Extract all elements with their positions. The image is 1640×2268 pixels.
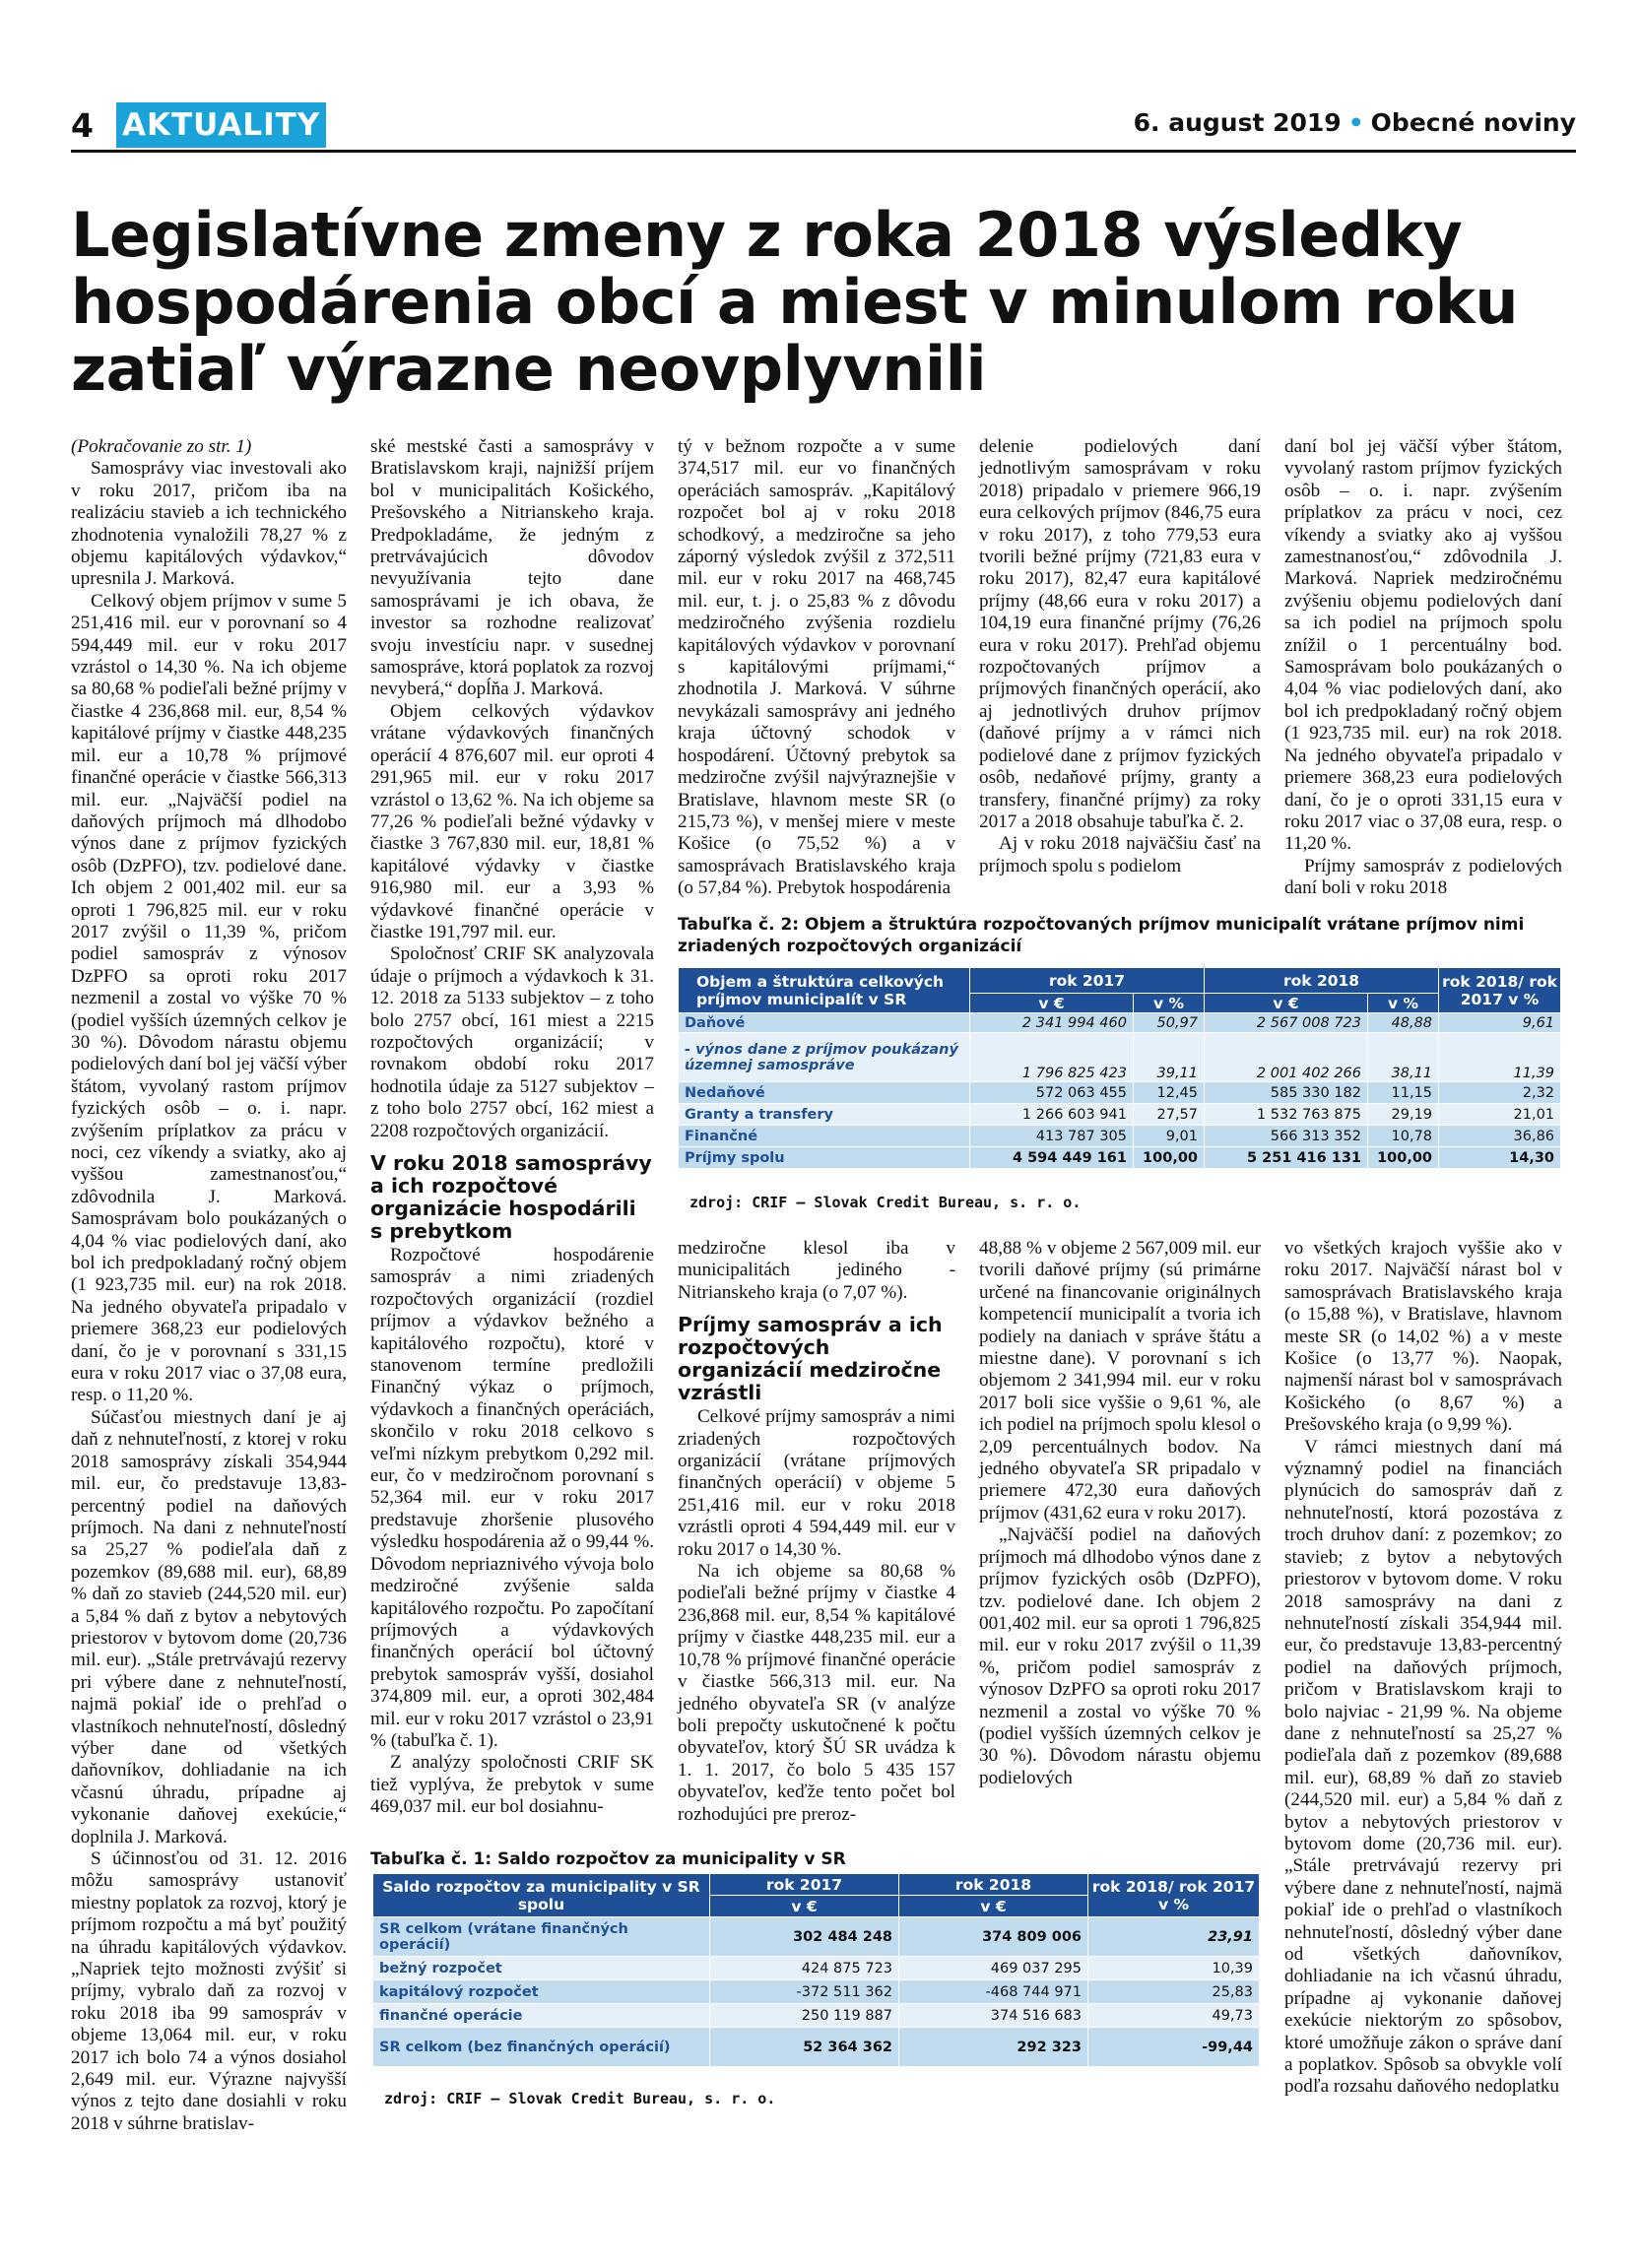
cell: 292 323 — [899, 2028, 1088, 2067]
subheading: Príjmy samospráv a ich rozpočtových organizácií medziročne vzrástli — [678, 1313, 943, 1405]
table-head-label: Objem a štruktúra celkových príjmov municipalít v SR — [679, 968, 970, 1013]
row-label: Finančné — [679, 1126, 970, 1147]
cell: 413 787 305 — [970, 1126, 1134, 1147]
paragraph: Príjmy samospráv z podielových daní boli v roku 2018 — [1284, 855, 1562, 899]
paragraph: 48,88 % v objeme 2 567,009 mil. eur tvorili daňové príjmy (sú primárne určené na financovanie originálnych kompetencií municipalít a tvoria ich podiely na daniach v správe štátu a miestne dane). V porovnaní s ich objemom 2 341,994 mil. eur v roku 2017 boli sice vyššie o 9,61 %, ale ich podiel na príjmoch spolu klesol o 2,09 percentuálnych bodov. Na jedného obyvateľa SR pripadalo v priemere 472,30 eura daňových príjmov (431,62 eura v roku 2017). — [979, 1238, 1261, 1523]
cell: 39,11 — [1134, 1033, 1205, 1082]
cell: 585 330 182 — [1205, 1082, 1368, 1104]
table-row — [373, 1980, 1260, 2004]
cell: 21,01 — [1439, 1104, 1561, 1126]
page-header — [71, 102, 1576, 150]
cell: 10,78 — [1368, 1126, 1439, 1147]
cell: 49,73 — [1088, 2004, 1260, 2028]
cell: 50,97 — [1134, 1013, 1205, 1033]
cell: 11,15 — [1368, 1082, 1439, 1104]
paragraph: Súčasťou miestnych daní je aj daň z nehnuteľností, z ktorej v roku 2018 samosprávy získali 354,944 mil. eur, čo predstavuje 13,83-percentný podiel na daňových príjmoch. Na dani z nehnuteľností sa 25,27 % podieľala daň z pozemkov (89,688 mil. eur), 68,89 % daň zo stavieb (244,520 mil. eur) a 5,84 % daň z bytov a nebytových priestorov v bytovom dome (20,736 mil. eur). „Stále pretrvávajú rezervy pri výbere dane z nehnuteľností, najmä pokiaľ ide o prehľad o vlastníkoch nehnuteľností, dôsledný výber dane od všetkých daňovníkov, dohliadanie na ich včasnú úhradu, prípadne aj vykonanie daňovej exekúcie,“ doplnila J. Marková. — [71, 1406, 347, 1847]
paragraph: Z analýzy spoločnosti CRIF SK tiež vyplýva, že prebytok v sume 469,037 mil. eur bol dosiahnu- — [370, 1752, 654, 1818]
paragraph: Objem celkových výdavkov vrátane výdavkových finančných operácií 4 876,607 mil. eur oproti 4 291,965 mil. eur v roku 2017 vzrástol o 13,62 %. Na ich objeme sa 77,26 % podieľali bežné výdavky v čiastke 3 767,830 mil. eur, 18,81 % kapitálové výdavky v čiastke 916,980 mil. eur a 3,93 % výdavkové finančné operácie v čiastke 191,797 mil. eur. — [370, 700, 654, 942]
cell: 36,86 — [1439, 1126, 1561, 1147]
paragraph: S účinnosťou od 31. 12. 2016 môžu samosprávy ustanoviť miestny poplatok za rozvoj, ktorý je príjmom rozpočtu a má byť použitý na úhradu kapitálových výdavkov. „Napriek tejto možnosti zvýšiť si príjmy, vybralo daň za rozvoj v roku 2018 iba 99 samospráv v objeme 13,064 mil. eur, v roku 2017 ich bolo 74 a výnos dosiahol 2,649 mil. eur. Výrazne najvyšší výnos z tejto dane dosiahli v roku 2018 v súhrne bratislav- — [71, 1848, 347, 2134]
cell: 27,57 — [1134, 1104, 1205, 1126]
table-row — [679, 1126, 1561, 1147]
paragraph: Samosprávy viac investovali ako v roku 2017, pričom iba na realizáciu stavieb a ich technického zhodnotenia vynaložili 78,27 % z objemu kapitálových výdavkov,“ upresnila J. Marková. — [71, 458, 347, 590]
paragraph: Na ich objeme sa 80,68 % podieľali bežné príjmy v čiastke 4 236,868 mil. eur, 8,54 % kapitálové príjmy v čiastke 448,235 mil. eur a 10,78 % príjmové finančné operácie v čiastke 566,313 mil. eur. Na jedného obyvateľa SR (v analýze boli prepočty uskutočnené k počtu obyvateľov, ktorý ŠÚ SR uvádza k 1. 1. 2017, čo bolo 5 435 157 obyvateľov, keďže tento počet bol rozhodujúci pre preroz- — [678, 1561, 955, 1825]
cell: 9,01 — [1134, 1126, 1205, 1147]
article-column-4-lower — [979, 1238, 1261, 1789]
article-column-1 — [71, 436, 347, 2135]
cell: 14,30 — [1439, 1147, 1561, 1169]
paragraph: medziročne klesol iba v municipalitách jediného - Nitrianskeho kraja (o 7,07 %). — [678, 1238, 955, 1303]
article-column-4 — [979, 436, 1261, 877]
cell: 469 037 295 — [899, 1957, 1088, 1980]
cell: 100,00 — [1134, 1147, 1205, 1169]
cell: 2 001 402 266 — [1205, 1033, 1368, 1082]
table-row — [679, 1033, 1561, 1082]
cell: 11,39 — [1439, 1033, 1561, 1082]
table-head-unit: v € — [1205, 994, 1368, 1013]
page-number: 4 — [71, 106, 94, 145]
cell: 10,39 — [1088, 1957, 1260, 1980]
cell: 52 364 362 — [710, 2028, 899, 2067]
table-row — [373, 2004, 1260, 2028]
cell: -468 744 971 — [899, 1980, 1088, 2004]
continuation-note: (Pokračovanie zo str. 1) — [71, 436, 252, 457]
article-column-5 — [1284, 436, 1562, 900]
paragraph: tý v bežnom rozpočte a v sume 374,517 mil. eur vo finančných operáciách samospráv. „Kapitálový rozpočet bol aj v roku 2018 schodkový, a medziročne sa jeho záporný výsledok zvýšil z 372,511 mil. eur v roku 2017 na 468,745 mil. eur, t. j. o 25,83 % z dôvodu medziročného zvýšenia rozdielu kapitálových výdavkov v porovnaní s kapitálovými príjmami,“ zhodnotila J. Marková. V súhrne nevykázali samosprávy ani jedného kraja účtovný schodok v hospodárení. Účtovný prebytok sa medziročne zvýšil najvýraznejšie v Bratislave, hlavnom meste SR (o 215,73 %), v menšej miere v meste Košice (o 75,52 %) a v samosprávach Bratislavského kraja (o 57,84 %). Prebytok hospodárenia — [678, 436, 955, 899]
table-head-year: rok 2018 — [1205, 968, 1439, 994]
table-total-row — [679, 1147, 1561, 1169]
paragraph: Spoločnosť CRIF SK analyzovala údaje o príjmoch a výdavkoch k 31. 12. 2018 za 5133 subjektov – z toho bolo 2757 obcí, 161 miest a 2215 rozpočtových organizácií; v rovnakom období roku 2017 hodnotila údaje za 5127 subjektov – z toho bolo 2757 obcí, 162 miest a 2208 rozpočtových organizácií. — [370, 943, 654, 1141]
issue-info — [1134, 108, 1576, 137]
table-head-unit: v € — [970, 994, 1134, 1013]
table-head-change: rok 2018/ rok 2017 v % — [1088, 1874, 1260, 1917]
cell: 29,19 — [1368, 1104, 1439, 1126]
table-row — [373, 2028, 1260, 2067]
paragraph: „Najväčší podiel na daňových príjmoch má dlhodobo výnos dane z príjmov fyzických osôb (DzPFO), tzv. podielové dane. Ich objem 2 001,402 mil. eur sa oproti 1 796,825 mil. eur v roku 2017 zvýšil o 11,39 %, pričom podiel samospráv z výnosov DzPFO sa oproti roku 2017 nezmenil a zostal vo výške 70 % (podiel vyšších územných celkov je 30 %). Dôvodom nárastu objemu podielových — [979, 1524, 1261, 1788]
article-column-2 — [370, 436, 654, 1819]
table-head-unit: v % — [1134, 994, 1205, 1013]
cell: 2 567 008 723 — [1205, 1013, 1368, 1033]
paragraph: ské mestské časti a samosprávy v Bratislavskom kraji, najnižší príjem bol v municipalitách Košického, Prešovského a Nitrianskeho kraja. Predpokladáme, že jedným z pretrvávajúcich dôvodov nevyužívania tejto dane samosprávami je ich obava, že investor sa rozhodne realizovať svoju investíciu napr. v susednej samospráve, ktorá poplatok za rozvoj nevyberá,“ dopĺňa J. Marková. — [370, 436, 654, 700]
article-column-5-lower — [1284, 1238, 1562, 2099]
table-row — [679, 1082, 1561, 1104]
cell: 23,91 — [1088, 1917, 1260, 1957]
cell: 2 341 994 460 — [970, 1013, 1134, 1033]
table-2-source: zdroj: CRIF – Slovak Credit Bureau, s. r. o. — [689, 1194, 1082, 1211]
paragraph: V rámci miestnych daní má významný podiel na financiách plynúcich do samospráv daň z nehnuteľností, ktorá pozostáva z troch druhov daní: z pozemkov; zo stavieb; z bytov a nebytových priestorov v bytovom dome. V roku 2018 samosprávy na dani z nehnuteľností získali 354,944 mil. eur, čo predstavuje 13,83-percentný podiel na daňových príjmoch, pričom v Bratislavskom kraji to bolo najviac - 21,99 %. Na objeme dane z nehnuteľností sa 25,27 % podieľala daň z pozemkov (89,688 mil. eur), 68,89 % daň zo stavieb (244,520 mil. eur) a 5,84 % daň z bytov a nebytových priestorov v bytovom dome (20,736 mil. eur). „Stále pretrvávajú rezervy pri výbere dane z nehnuteľností, najmä pokiaľ ide o prehľad o vlastníkoch nehnuteľností, dôsledný výber dane od všetkých daňovníkov, dohliadanie na ich včasnú úhradu, prípadne aj vykonanie daňovej exekúcie niektorým zo spôsobov, ktoré umožňuje zákon o správe daní a poplatkov. Spôsob sa obvykle volí podľa rozsahu daňového nedoplatku — [1284, 1436, 1562, 2098]
table-row — [679, 1013, 1561, 1033]
table-head-year: rok 2017 — [970, 968, 1205, 994]
row-label: Granty a transfery — [679, 1104, 970, 1126]
cell: 250 119 887 — [710, 2004, 899, 2028]
row-label: - výnos dane z príjmov poukázaný územnej samospráve — [679, 1033, 970, 1082]
row-label: finančné operácie — [373, 2004, 710, 2028]
cell: 566 313 352 — [1205, 1126, 1368, 1147]
table-2 — [678, 967, 1561, 1169]
table-row — [373, 1917, 1260, 1957]
paragraph: daní bol jej väčší výber štátom, vyvolaný rastom príjmov fyzických osôb – o. i. napr. zvýšením príplatkov za prácu v noci, cez víkendy a sviatky ako aj vyššou zamestnanosťou,“ zdôvodnila J. Marková. Napriek medziročnému zvýšeniu objemu podielových daní sa ich podiel na príjmoch spolu znížil o 1 percentuálny bod. Samosprávam bolo poukázaných o 4,04 % viac podielových daní, ako bol ich predpokladaný ročný objem (1 923,735 mil. eur) na rok 2018. Na jedného obyvateľa pripadalo v priemere 368,23 eura podielových daní, čo je o oproti 331,15 eura v roku 2017 viac o 37,08 eura, resp. o 11,20 %. — [1284, 436, 1562, 855]
paragraph: delenie podielových daní jednotlivým samosprávam v roku 2018) pripadalo v priemere 966,19 eura celkových príjmov (846,75 eura v roku 2017), z toho 779,53 eura tvorili bežné príjmy (721,83 eura v roku 2017), 82,47 eura kapitálové príjmy (48,66 eura v roku 2017) a 104,19 eura finančné príjmy (76,26 eura v roku 2017). Prehľad objemu rozpočtovaných príjmov a príjmových finančných operácií, ako aj jednotlivých druhov príjmov (daňové príjmy a v rámci nich podielové dane z príjmov fyzických osôb, nedaňové príjmy, granty a transfery, finančné príjmy) za roky 2017 a 2018 obsahuje tabuľka č. 2. — [979, 436, 1261, 832]
paragraph: Rozpočtové hospodárenie samospráv a nimi zriadených rozpočtových organizácií (rozdiel príjmov a výdavkov bežného a kapitálového rozpočtu), ktoré v stanovenom termíne predložili Finančný výkaz o príjmoch, výdavkoch a finančných operáciách, skončilo v roku 2018 celkovo s veľmi nízkym prebytkom 0,292 mil. eur, čo v medziročnom porovnaní s 52,364 mil. eur v roku 2017 predstavuje zhoršenie plusového výsledku hospodárenia až o 99,44 %. Dôvodom nepriaznivého vývoja bolo medziročné zvýšenie salda kapitálového rozpočtu. Po započítaní príjmových a výdavkových finančných operácií bol účtovný prebytok samospráv vyšší, dosiahol 374,809 mil. eur, a oproti 302,484 mil. eur v roku 2017 vzrástol o 23,91 % (tabuľka č. 1). — [370, 1245, 654, 1751]
article-headline: Legislatívne zmeny z roka 2018 výsledky hospodárenia obcí a miest v minulom roku zatiaľ výrazne neovplyvnili — [71, 199, 1518, 405]
row-label: SR celkom (vrátane finančných operácií) — [373, 1917, 710, 1957]
row-label: Príjmy spolu — [679, 1147, 970, 1169]
cell: 572 063 455 — [970, 1082, 1134, 1104]
paragraph: Celkové príjmy samospráv a nimi zriadených rozpočtových organizácií (vrátane príjmových finančných operácií) v objeme 5 251,416 mil. eur v roku 2018 vzrástli oproti 4 594,449 mil. eur v roku 2017 o 14,30 %. — [678, 1406, 955, 1560]
article-column-3-lower — [678, 1238, 955, 1826]
table-head-unit: v € — [710, 1896, 899, 1917]
table-1-caption: Tabuľka č. 1: Saldo rozpočtov za municipality v SR — [370, 1849, 846, 1869]
publication-name: Obecné noviny — [1370, 108, 1576, 137]
subheading: V roku 2018 samosprávy a ich rozpočtové organizácie hospodárili s prebytkom — [370, 1151, 652, 1243]
table-head-year: rok 2018 — [899, 1874, 1088, 1896]
cell: 1 532 763 875 — [1205, 1104, 1368, 1126]
cell: 1 266 603 941 — [970, 1104, 1134, 1126]
row-label: Nedaňové — [679, 1082, 970, 1104]
table-head-label: Saldo rozpočtov za municipality v SR spolu — [373, 1874, 710, 1917]
cell: 4 594 449 161 — [970, 1147, 1134, 1169]
table-head-year: rok 2017 — [710, 1874, 899, 1896]
issue-date: 6. august 2019 — [1133, 108, 1342, 137]
table-head-unit: v % — [1368, 994, 1439, 1013]
cell: 38,11 — [1368, 1033, 1439, 1082]
cell: -99,44 — [1088, 2028, 1260, 2067]
section-label: AKTUALITY — [116, 102, 326, 148]
row-label: kapitálový rozpočet — [373, 1980, 710, 2004]
header-rule — [71, 150, 1576, 153]
separator-dot: • — [1347, 108, 1364, 137]
table-2-caption: Tabuľka č. 2: Objem a štruktúra rozpočtovaných príjmov municipalít vrátane príjmov nimi zriadených rozpočtových organizácií — [678, 915, 1525, 956]
cell: 9,61 — [1439, 1013, 1561, 1033]
cell: 1 796 825 423 — [970, 1033, 1134, 1082]
article-column-3 — [678, 436, 955, 900]
paragraph: Aj v roku 2018 najväčšiu časť na príjmoch spolu s podielom — [979, 833, 1261, 876]
row-label: bežný rozpočet — [373, 1957, 710, 1980]
cell: 374 809 006 — [899, 1917, 1088, 1957]
cell: -372 511 362 — [710, 1980, 899, 2004]
table-head-change: rok 2018/ rok 2017 v % — [1439, 968, 1561, 1013]
cell: 100,00 — [1368, 1147, 1439, 1169]
table-1-source: zdroj: CRIF – Slovak Credit Bureau, s. r. o. — [384, 2090, 776, 2107]
table-row — [373, 1957, 1260, 1980]
table-row — [679, 1104, 1561, 1126]
paragraph: Celkový objem príjmov v sume 5 251,416 mil. eur v porovnaní so 4 594,449 mil. eur v roku 2017 vzrástol o 14,30 %. Na ich objeme sa 80,68 % podieľali bežné príjmy v čiastke 4 236,868 mil. eur, 8,54 % kapitálové príjmy v čiastke 448,235 mil. eur a 10,78 % príjmové finančné operácie v čiastke 566,313 mil. eur. „Najväčší podiel na daňových príjmoch má dlhodobo výnos dane z príjmov fyzických osôb (DzPFO), tzv. podielové dane. Ich objem 2 001,402 mil. eur sa oproti 1 796,825 mil. eur v roku 2017 zvýšil o 11,39 %, pričom podiel samospráv z výnosov DzPFO sa oproti roku 2017 nezmenil a zostal vo výške 70 % (podiel vyšších územných celkov je 30 %). Dôvodom nárastu objemu podielových daní bol jej väčší výber štátom, vyvolaný rastom príjmov fyzických osôb – o. i. napr. zvýšením príplatkov za prácu v noci, cez víkendy a sviatky, ako aj vyššou zamestnanosťou,“ zdôvodnila J. Marková. Samosprávam bolo poukázaných o 4,04 % viac podielových daní, ako bol ich predpokladaný ročný objem (1 923,735 mil. eur) na rok 2018. Na jedného obyvateľa pripadalo v priemere 368,23 eur podielových daní, čo je v porovnaní s 331,15 eura v roku 2017 viac o 37,08 eura, resp. o 11,20 %. — [71, 590, 347, 1406]
row-label: Daňové — [679, 1013, 970, 1033]
cell: 48,88 — [1368, 1013, 1439, 1033]
cell: 374 516 683 — [899, 2004, 1088, 2028]
cell: 302 484 248 — [710, 1917, 899, 1957]
cell: 25,83 — [1088, 1980, 1260, 2004]
cell: 424 875 723 — [710, 1957, 899, 1980]
cell: 2,32 — [1439, 1082, 1561, 1104]
cell: 12,45 — [1134, 1082, 1205, 1104]
table-1 — [372, 1873, 1260, 2067]
row-label: SR celkom (bez finančných operácií) — [373, 2028, 710, 2067]
cell: 5 251 416 131 — [1205, 1147, 1368, 1169]
paragraph: vo všetkých krajoch vyššie ako v roku 2017. Najväčší nárast bol v samosprávach Bratislavského kraja (o 15,88 %), v Bratislave, hlavnom meste SR (o 14,02 %) a v meste Košice (o 13,77 %). Naopak, najmenší nárast bol v samosprávach Košického (o 8,67 %) a Prešovského kraja (o 9,99 %). — [1284, 1238, 1562, 1436]
table-head-unit: v € — [899, 1896, 1088, 1917]
